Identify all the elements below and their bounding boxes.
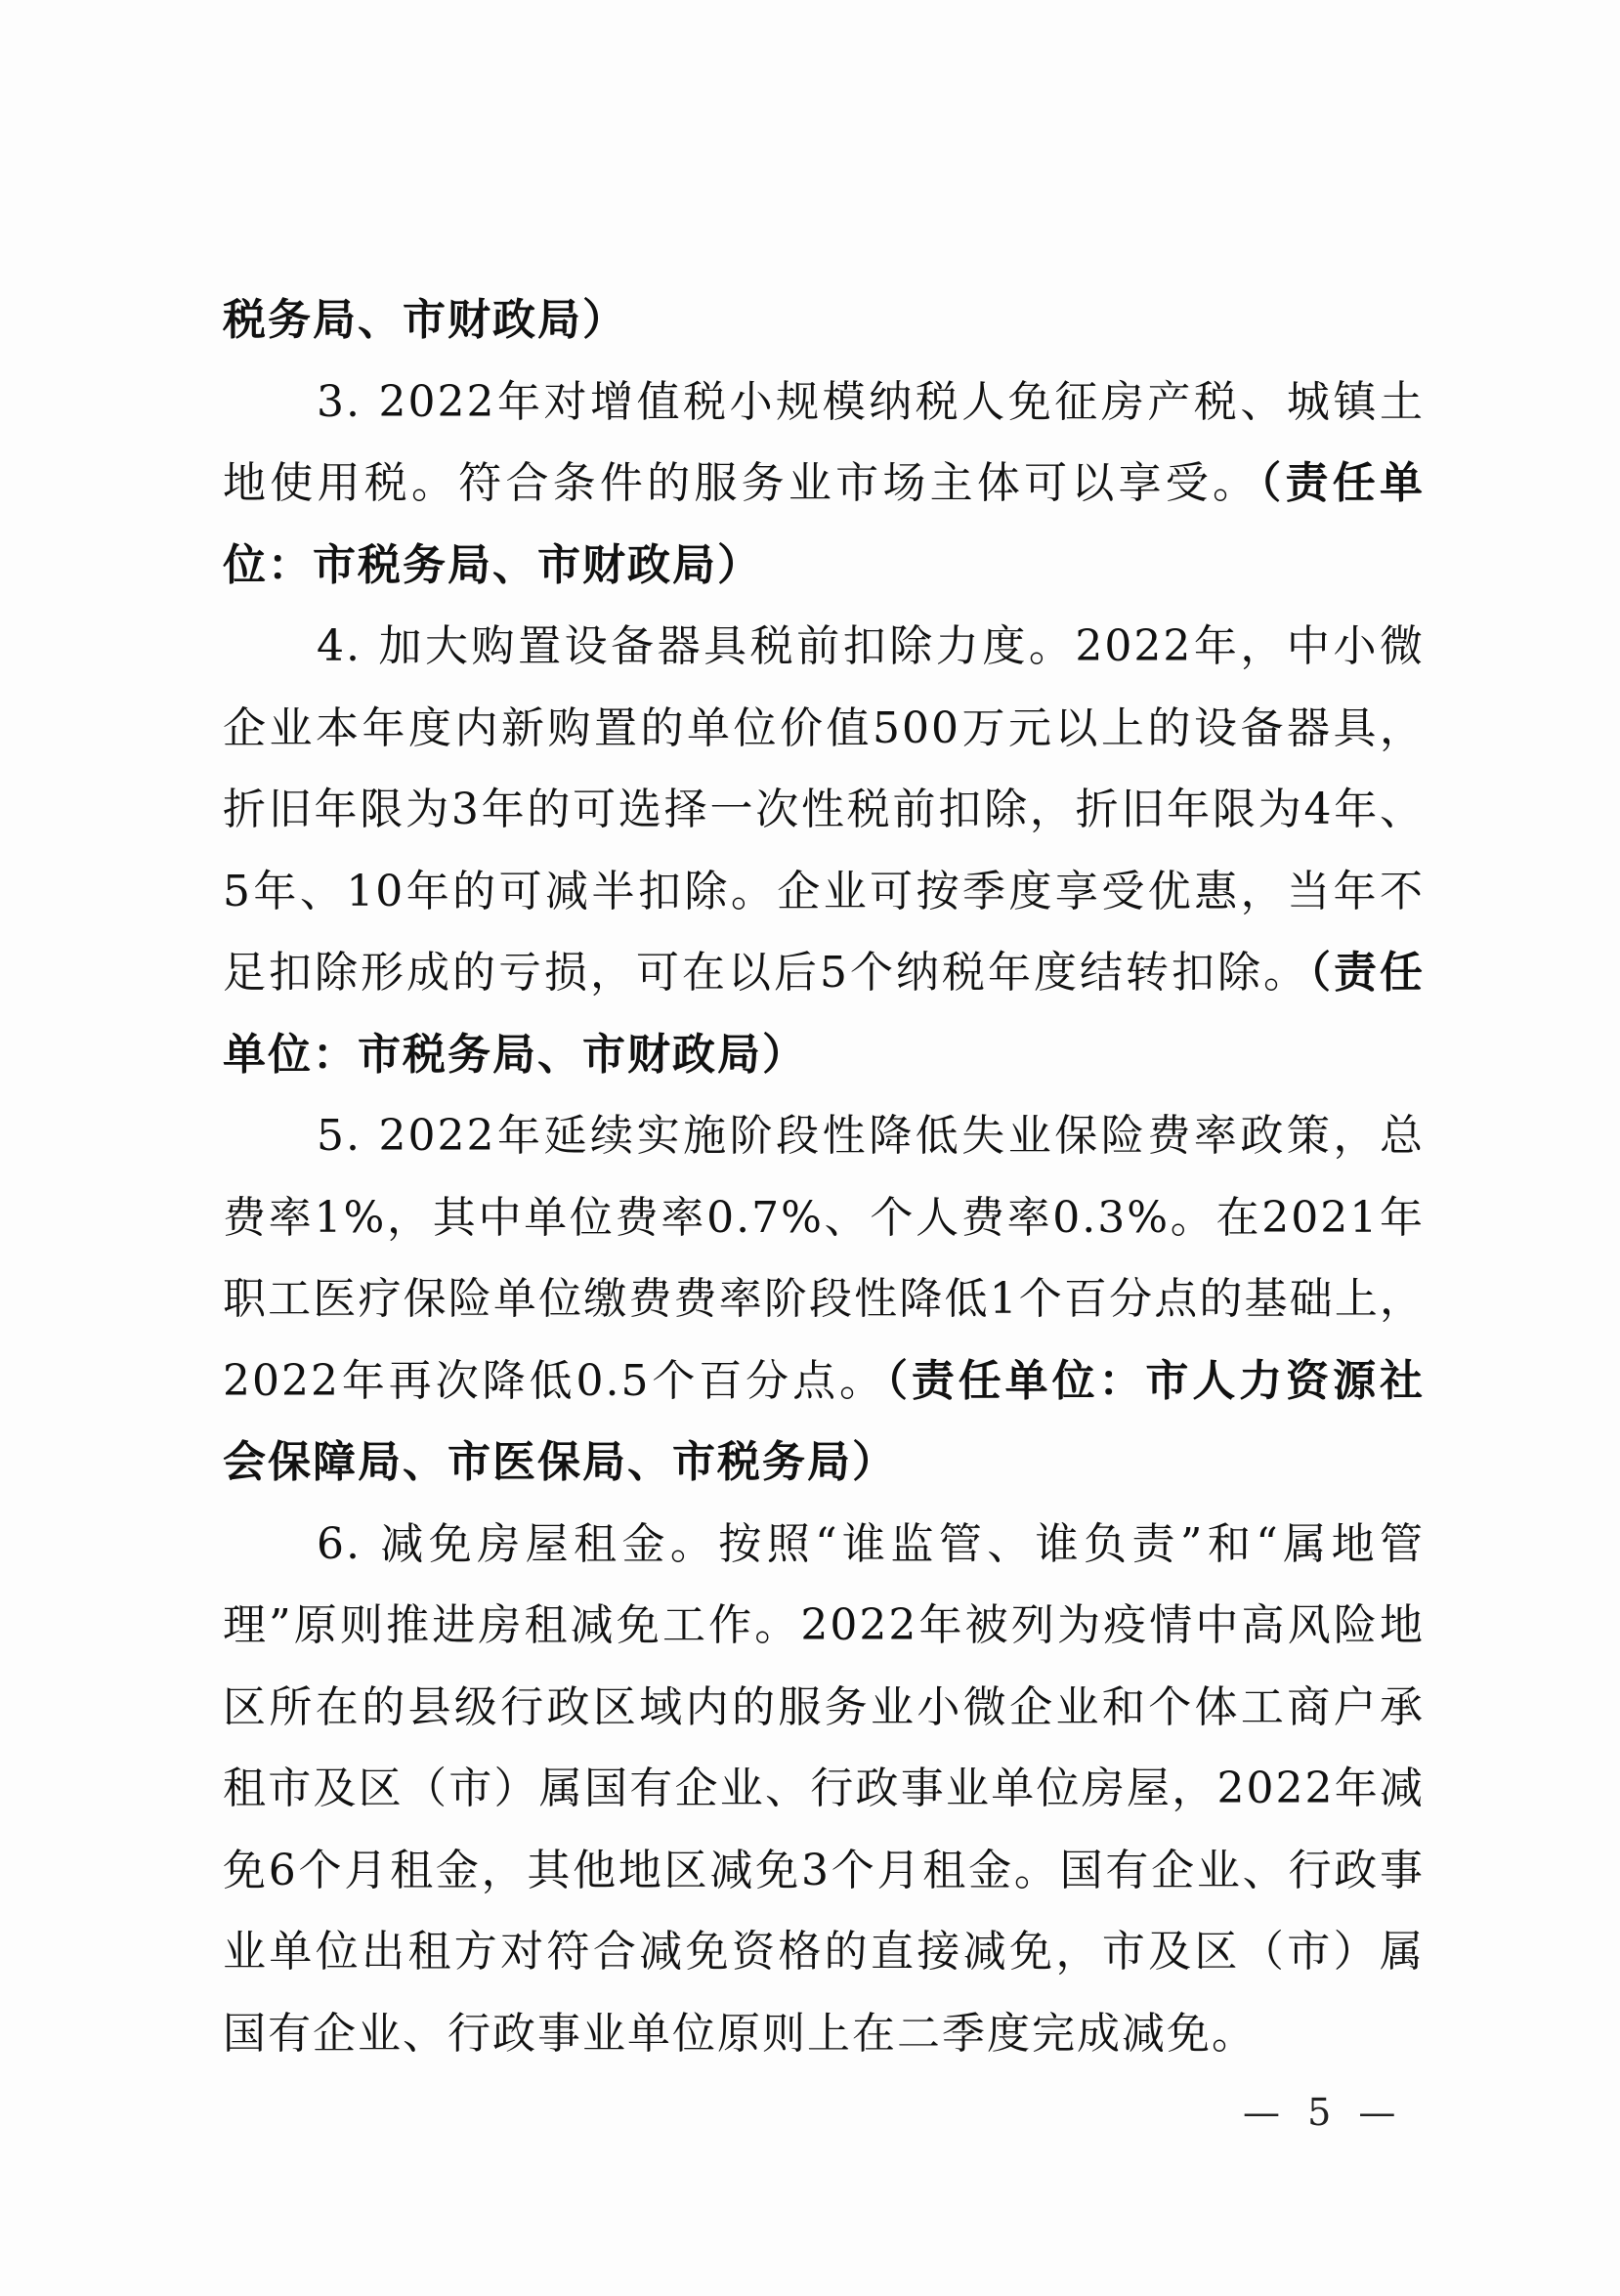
responsibility-units: （责任单位：市人力资源社会保障局、市医保局、市税务局） (223, 1355, 1426, 1487)
responsibility-units: （责任单位：市税务局、市财政局） (223, 458, 1426, 590)
paragraph-item-5 (223, 1095, 1425, 1504)
paragraph-body: 6. 减免房屋租金。按照“谁监管、谁负责”和“属地管理”原则推进房租减免工作。2022年被列为疫情中高风险地区所在的县级行政区域内的服务业小微企业和个体工商户承租市及区（市）属国有企业、行政事业单位房屋，2022年减免6个月租金，其他地区减免3个月租金。国有企业、行政事业单位出租方对符合减免资格的直接减免，市及区（市）属国有企业、行政事业单位原则上在二季度完成减免。 (223, 1518, 1425, 2059)
document-body (223, 279, 1425, 2074)
paragraph-item-3 (223, 361, 1425, 607)
paragraph-body: 3. 2022年对增值税小规模纳税人免征房产税、城镇土地使用税。符合条件的服务业市场主体可以享受。 (223, 376, 1425, 508)
paragraph-continuation (223, 279, 1425, 361)
responsibility-units: （责任单位：市税务局、市财政局） (223, 948, 1425, 1080)
page-number: — 5 — (1243, 2091, 1404, 2134)
paragraph-body: 4. 加大购置设备器具税前扣除力度。2022年，中小微企业本年度内新购置的单位价值500万元以上的设备器具，折旧年限为3年的可选择一次性税前扣除，折旧年限为4年、5年、10年的可减半扣除。企业可按季度享受优惠，当年不足扣除形成的亏损，可在以后5个纳税年度结转扣除。 (223, 621, 1425, 998)
paragraph-body: 5. 2022年延续实施阶段性降低失业保险费率政策，总费率1%，其中单位费率0.7%、个人费率0.3%。在2021年职工医疗保险单位缴费费率阶段性降低1个百分点的基础上，2022年再次降低0.5个百分点。 (223, 1111, 1425, 1406)
paragraph-item-4 (223, 606, 1425, 1095)
paragraph-item-6 (223, 1504, 1425, 2075)
responsibility-units: 税务局、市财政局） (223, 295, 627, 345)
